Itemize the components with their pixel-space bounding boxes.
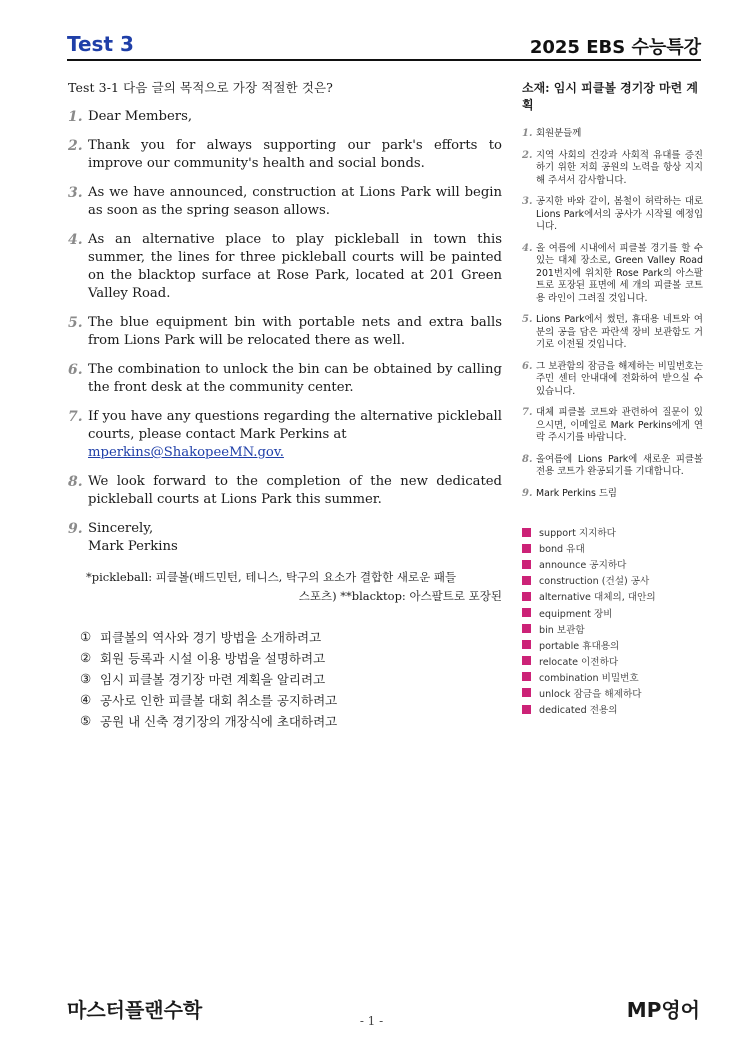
sentence-number: 2. xyxy=(68,138,83,154)
sentence-number: 3. xyxy=(68,185,83,201)
vocab-footnote xyxy=(68,568,502,606)
sentence-text: As we have announced, construction at Lions Park will begin as soon as the spring season allows. xyxy=(88,185,502,218)
translation-number: 8. xyxy=(522,453,533,465)
sidebar-title: 소재: 임시 피클볼 경기장 마련 계획 xyxy=(522,81,699,112)
translation-text: 회원분들께 xyxy=(536,128,582,139)
vocab-text: unlock 잠금을 해제하다 xyxy=(539,688,642,700)
translation-7 xyxy=(522,407,703,445)
translation-text: 올 여름에 시내에서 피클볼 경기를 할 수 있는 대체 장소로, Green Valley Road 201번지에 위치한 Rose Park의 아스팔트로 포장된 표면에 세 개의 피클볼 코트용 라인이 그려질 것입니다. xyxy=(536,242,703,304)
choice-number: ① xyxy=(80,629,92,644)
vocab-item xyxy=(522,685,703,701)
sentence-text: The combination to unlock the bin can be obtained by calling the front desk at the community center. xyxy=(88,362,502,395)
vocab-item xyxy=(522,701,703,717)
vocab-item xyxy=(522,524,703,540)
translation-number: 5. xyxy=(522,314,533,325)
translation-3 xyxy=(522,196,703,234)
choice-text: 회원 등록과 시설 이용 방법을 설명하려고 xyxy=(100,650,326,666)
sentence-number: 5. xyxy=(68,315,83,331)
translation-sidebar xyxy=(522,80,703,717)
square-bullet-icon xyxy=(522,576,531,585)
translation-6 xyxy=(522,361,703,399)
translation-text: 대체 피클볼 코트와 관련하여 질문이 있으시면, 이메일로 Mark Perkins에게 연락 주시기를 바랍니다. xyxy=(536,407,703,443)
choice-number: ⑤ xyxy=(80,713,92,728)
vocab-item xyxy=(522,653,703,669)
translation-text: 올여름에 Lions Park에 새로운 피클볼 전용 코트가 완공되기를 기대합니다. xyxy=(536,453,703,477)
email-link[interactable]: mperkins@ShakopeeMN.gov. xyxy=(88,445,284,460)
sentence-2 xyxy=(68,137,502,173)
translation-number: 9. xyxy=(522,487,533,499)
vocab-text: equipment 장비 xyxy=(539,608,613,620)
vocab-text: combination 비밀번호 xyxy=(539,672,639,684)
choice-text: 공원 내 신축 경기장의 개장식에 초대하려고 xyxy=(100,713,338,729)
vocab-item xyxy=(522,556,703,572)
sentence-number: 1. xyxy=(68,109,83,125)
square-bullet-icon xyxy=(522,544,531,553)
square-bullet-icon xyxy=(522,640,531,649)
vocab-item xyxy=(522,588,703,604)
translation-9 xyxy=(522,488,703,501)
footer-subject: MP영어 xyxy=(626,998,700,1022)
vocab-item xyxy=(522,637,703,653)
translation-8 xyxy=(522,454,703,479)
translation-number: 6. xyxy=(522,360,533,372)
vocab-text: portable 휴대용의 xyxy=(539,640,620,652)
square-bullet-icon xyxy=(522,672,531,681)
sentence-number: 4. xyxy=(68,232,83,248)
translation-text: 공지한 바와 같이, 봄철이 허락하는 대로 Lions Park에서의 공사가 시작될 예정입니다. xyxy=(536,196,703,232)
square-bullet-icon xyxy=(522,528,531,537)
vocab-item xyxy=(522,604,703,620)
sentence-text: We look forward to the completion of the new dedicated pickleball courts at Lions Park this summer. xyxy=(88,474,502,507)
square-bullet-icon xyxy=(522,624,531,633)
square-bullet-icon xyxy=(522,705,531,714)
square-bullet-icon xyxy=(522,608,531,617)
sentence-text xyxy=(88,520,502,556)
choice-text: 임시 피클볼 경기장 마련 계획을 알리려고 xyxy=(100,671,326,687)
sentence-3 xyxy=(68,184,502,220)
signature: Mark Perkins xyxy=(88,539,178,554)
sentence-number: 8. xyxy=(68,474,83,490)
vocab-text: support 지지하다 xyxy=(539,528,616,540)
vocab-text: announce 공지하다 xyxy=(539,560,627,572)
vocab-item xyxy=(522,572,703,588)
closing: Sincerely, xyxy=(88,521,154,536)
vocab-text: relocate 이전하다 xyxy=(539,656,619,668)
sentence-body: If you have any questions regarding the alternative pickleball courts, please contact Mark Perkins at xyxy=(88,409,502,442)
choice-number: ④ xyxy=(80,692,92,707)
sentence-text xyxy=(88,408,502,462)
square-bullet-icon xyxy=(522,592,531,601)
choice-4[interactable] xyxy=(80,689,502,710)
question-column xyxy=(68,78,502,731)
footnote-line-1: *pickleball: 피클볼(배드민턴, 테니스, 탁구의 요소가 결합한 새로운 패들 xyxy=(86,570,457,584)
sentence-7 xyxy=(68,408,502,462)
sentence-5 xyxy=(68,314,502,350)
choice-3[interactable] xyxy=(80,668,502,689)
vocab-list xyxy=(522,524,703,717)
sentence-4 xyxy=(68,231,502,303)
sentence-text: As an alternative place to play pickleball in town this summer, the lines for three pickleball courts will be painted on the blacktop surface at Rose Park, located at 201 Green Valley Road. xyxy=(88,232,502,301)
vocab-text: construction (건설) 공사 xyxy=(539,576,650,588)
choice-2[interactable] xyxy=(80,647,502,668)
translation-2 xyxy=(522,150,703,188)
sentence-number: 7. xyxy=(68,409,83,425)
sentence-6 xyxy=(68,361,502,397)
vocab-item xyxy=(522,669,703,685)
book-label: 2025 EBS 수능특강 xyxy=(529,37,701,58)
choice-5[interactable] xyxy=(80,710,502,731)
vocab-item xyxy=(522,621,703,637)
vocab-item xyxy=(522,540,703,556)
answer-choices xyxy=(68,626,502,731)
translation-number: 7. xyxy=(522,407,533,418)
sentence-text: Thank you for always supporting our park's efforts to improve our community's health and social bonds. xyxy=(88,138,502,171)
header-rule xyxy=(67,59,701,61)
choice-1[interactable] xyxy=(80,626,502,647)
translation-5 xyxy=(522,314,703,352)
translation-number: 4. xyxy=(522,242,533,254)
footnote-line-2: 스포츠) **blacktop: 아스팔트로 포장된 xyxy=(298,589,502,603)
square-bullet-icon xyxy=(522,688,531,697)
square-bullet-icon xyxy=(522,560,531,569)
translation-text: 그 보관함의 잠금을 해제하는 비밀번호는 주민 센터 안내대에 전화하여 받으실 수 있습니다. xyxy=(536,360,703,397)
choice-number: ③ xyxy=(80,671,92,686)
question-title: Test 3-1 다음 글의 목적으로 가장 적절한 것은? xyxy=(68,80,333,95)
translation-number: 2. xyxy=(522,149,533,161)
sentence-8 xyxy=(68,473,502,509)
translation-text: Mark Perkins 드림 xyxy=(536,487,617,499)
translation-number: 3. xyxy=(522,196,533,207)
sentence-number: 9. xyxy=(68,521,83,537)
vocab-text: dedicated 전용의 xyxy=(539,705,618,717)
sentence-9 xyxy=(68,520,502,556)
choice-number: ② xyxy=(80,650,92,665)
vocab-text: bin 보관함 xyxy=(539,624,585,636)
page-header xyxy=(67,30,701,60)
choice-text: 피클볼의 역사와 경기 방법을 소개하려고 xyxy=(100,629,322,645)
translation-4 xyxy=(522,243,703,306)
square-bullet-icon xyxy=(522,656,531,665)
page-number: - 1 - xyxy=(359,1014,384,1028)
translation-1 xyxy=(522,128,703,141)
translation-text: Lions Park에서 썼던, 휴대용 네트와 여분의 공을 담은 파란색 장비 보관함도 거기로 이전될 것입니다. xyxy=(536,314,703,350)
sentence-text: Dear Members, xyxy=(88,109,193,124)
sentence-1 xyxy=(68,108,502,126)
translation-number: 1. xyxy=(522,128,533,139)
sentence-number: 6. xyxy=(68,362,83,378)
choice-text: 공사로 인한 피클볼 대회 취소를 공지하려고 xyxy=(100,692,338,708)
sentence-text: The blue equipment bin with portable nets and extra balls from Lions Park will be relocated there as well. xyxy=(88,315,502,348)
footer-brand: 마스터플랜수학 xyxy=(67,998,203,1022)
translation-text: 지역 사회의 건강과 사회적 유대를 증진하기 위한 저희 공원의 노력을 항상 지지해 주셔서 감사합니다. xyxy=(536,149,703,186)
vocab-text: bond 유대 xyxy=(539,544,585,556)
test-label: Test 3 xyxy=(67,32,134,56)
vocab-text: alternative 대체의, 대안의 xyxy=(539,592,656,604)
